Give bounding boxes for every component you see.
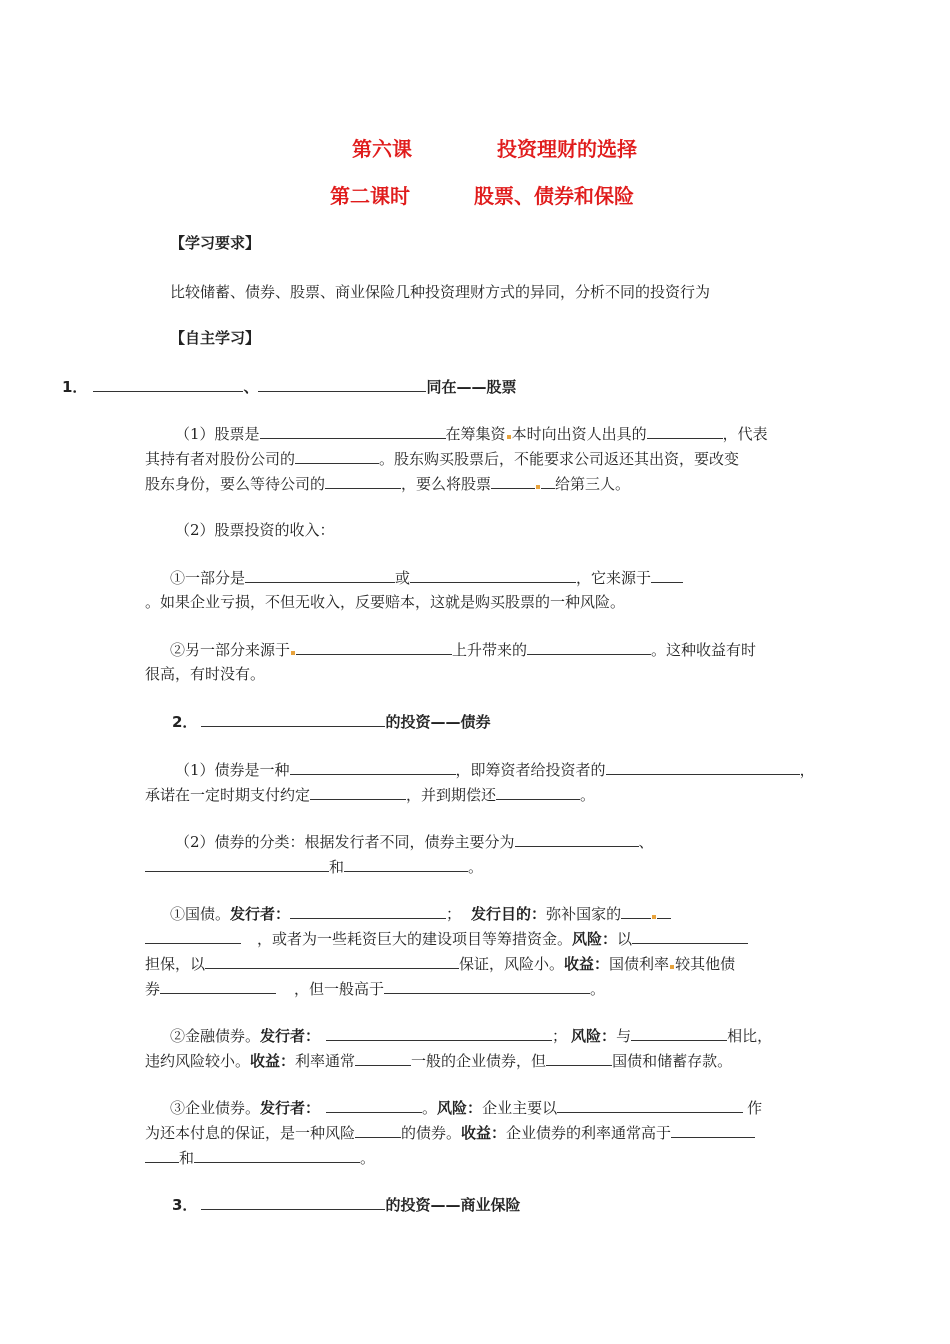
text: 。股东购买股票后，不能要求公司返还其出资，要改变 xyxy=(379,450,740,468)
requirements-heading: 【学习要求】 xyxy=(170,234,261,252)
section-2-heading xyxy=(172,711,490,732)
blank[interactable] xyxy=(541,473,555,489)
blank[interactable] xyxy=(145,928,241,944)
text: 券 xyxy=(145,980,161,998)
text: ； xyxy=(552,1027,568,1045)
blank[interactable] xyxy=(410,567,576,583)
text: 作 xyxy=(747,1099,763,1117)
section-1-number: 1． xyxy=(62,378,88,396)
label-income: 收益： xyxy=(250,1052,296,1070)
s2-p4-line2 xyxy=(145,1050,732,1071)
requirements-text: 比较储蓄、债券、股票、商业保险几种投资理财方式的异同，分析不同的投资行为 xyxy=(170,283,711,301)
blank[interactable] xyxy=(205,953,459,969)
blank[interactable] xyxy=(515,831,639,847)
lesson-title-topic: 投资理财的选择 xyxy=(497,137,637,161)
text: 。这种收益有时 xyxy=(651,641,757,659)
text: ③企业债券。 xyxy=(170,1099,261,1117)
s1-p1-line2 xyxy=(145,448,739,469)
text: 和 xyxy=(329,858,345,876)
blank[interactable] xyxy=(145,856,329,872)
text: 。 xyxy=(468,858,484,876)
separator: 、 xyxy=(243,378,259,396)
text: 给第三人。 xyxy=(555,475,631,493)
text: 。 xyxy=(422,1099,438,1117)
text: ②另一部分来源于 xyxy=(170,641,291,659)
lesson-title-number: 第六课 xyxy=(352,137,412,161)
blank[interactable] xyxy=(527,639,651,655)
blank[interactable] xyxy=(557,1097,743,1113)
label-risk: 风险： xyxy=(572,930,618,948)
text: 或 xyxy=(395,569,411,587)
blank[interactable] xyxy=(245,567,395,583)
blank[interactable] xyxy=(296,639,452,655)
s2-p1-line1 xyxy=(175,759,815,780)
text: 担保，以 xyxy=(145,955,206,973)
text: 企业债券的利率通常高于 xyxy=(506,1124,672,1142)
text: ，或者为一些耗资巨大的建设项目等筹措资金。 xyxy=(257,930,573,948)
blank[interactable] xyxy=(93,376,243,392)
s2-p2-line1 xyxy=(175,831,654,852)
s2-p3-line2 xyxy=(145,928,748,949)
text: 的债券。 xyxy=(401,1124,462,1142)
label-income: 收益： xyxy=(564,955,610,973)
period-title-topic: 股票、债券和保险 xyxy=(474,184,634,208)
blank[interactable] xyxy=(671,1122,755,1138)
blank[interactable] xyxy=(657,903,671,919)
mark-dot xyxy=(536,485,540,489)
text: 股东身份，要么等待公司的 xyxy=(145,475,326,493)
self-study-heading: 【自主学习】 xyxy=(170,329,261,347)
label-risk: 风险： xyxy=(437,1099,483,1117)
text: （1）债券是一种 xyxy=(175,761,290,779)
s1-p3-line2: 。如果企业亏损，不但无收入，反要赔本，这就是购买股票的一种风险。 xyxy=(145,593,626,611)
text: 相比， xyxy=(727,1027,773,1045)
mark-dot xyxy=(507,435,511,439)
text: ，要么将股票 xyxy=(401,475,492,493)
blank[interactable] xyxy=(160,978,276,994)
blank[interactable] xyxy=(606,759,800,775)
text: ①国债。 xyxy=(170,905,231,923)
text: 较其他债 xyxy=(675,955,736,973)
text: 保证，风险小。 xyxy=(459,955,565,973)
text: ②金融债券。 xyxy=(170,1027,261,1045)
section-2-number: 2． xyxy=(172,713,198,731)
text: ，代表 xyxy=(722,425,768,443)
text: ； xyxy=(446,905,462,923)
section-1-heading xyxy=(62,376,516,397)
s2-p5-line3 xyxy=(145,1147,375,1168)
label-risk: 风险： xyxy=(571,1027,617,1045)
blank[interactable] xyxy=(310,784,406,800)
blank[interactable] xyxy=(647,423,723,439)
blank[interactable] xyxy=(632,928,748,944)
text: 国债利率 xyxy=(609,955,670,973)
blank[interactable] xyxy=(326,1097,422,1113)
blank[interactable] xyxy=(325,473,401,489)
blank[interactable] xyxy=(651,567,683,583)
s2-p3-line4 xyxy=(145,978,605,999)
s1-p1-line1 xyxy=(175,423,768,444)
text: 与 xyxy=(616,1027,632,1045)
section-3-tail: 的投资——商业保险 xyxy=(385,1196,521,1214)
s2-p5-line1 xyxy=(170,1097,762,1118)
blank[interactable] xyxy=(631,1025,727,1041)
text: 承诺在一定时期支付约定 xyxy=(145,786,311,804)
blank[interactable] xyxy=(201,1194,385,1210)
blank[interactable] xyxy=(295,448,379,464)
blank[interactable] xyxy=(355,1122,401,1138)
text: 违约风险较小。 xyxy=(145,1052,251,1070)
text: 国债和储蓄存款。 xyxy=(612,1052,733,1070)
blank[interactable] xyxy=(355,1050,411,1066)
text: ， xyxy=(799,761,815,779)
s2-p3-line3 xyxy=(145,953,735,974)
text: 利率通常 xyxy=(295,1052,356,1070)
period-title-number: 第二课时 xyxy=(330,184,410,208)
blank[interactable] xyxy=(194,1147,360,1163)
text: 弥补国家的 xyxy=(546,905,622,923)
text: ，即筹资者给投资者的 xyxy=(455,761,606,779)
blank[interactable] xyxy=(496,784,580,800)
text: 在筹集资 xyxy=(445,425,506,443)
mark-dot xyxy=(652,915,656,919)
label-income: 收益： xyxy=(461,1124,507,1142)
section-1-tail: 同在——股票 xyxy=(426,378,517,396)
blank[interactable] xyxy=(145,1147,179,1163)
text: 本时向出资人出具的 xyxy=(511,425,647,443)
s2-p1-line2 xyxy=(145,784,595,805)
text: ，它来源于 xyxy=(576,569,652,587)
text: （1）股票是 xyxy=(175,425,260,443)
s1-p4-line2: 很高，有时没有。 xyxy=(145,665,266,683)
text: 。 xyxy=(590,980,606,998)
s1-p3-line1 xyxy=(170,567,683,588)
blank[interactable] xyxy=(326,1025,552,1041)
mark-dot xyxy=(670,965,674,969)
s2-p4-line1 xyxy=(170,1025,772,1046)
blank[interactable] xyxy=(491,473,535,489)
s2-p5-line2 xyxy=(145,1122,755,1143)
label-issuer: 发行者： xyxy=(230,905,291,923)
s1-p4-line1 xyxy=(170,639,756,660)
text: 上升带来的 xyxy=(452,641,528,659)
section-2-tail: 的投资——债券 xyxy=(385,713,491,731)
s2-p3-line1 xyxy=(170,903,671,924)
text: 。 xyxy=(580,786,596,804)
text: 其持有者对股份公司的 xyxy=(145,450,296,468)
section-3-heading xyxy=(172,1194,520,1215)
blank[interactable] xyxy=(621,903,651,919)
text: 为还本付息的保证，是一种风险 xyxy=(145,1124,356,1142)
text: 企业主要以 xyxy=(482,1099,558,1117)
blank[interactable] xyxy=(344,856,468,872)
text: 和 xyxy=(179,1149,195,1167)
text: ，但一般高于 xyxy=(294,980,385,998)
blank[interactable] xyxy=(201,711,385,727)
blank[interactable] xyxy=(384,978,590,994)
text: ，并到期偿还 xyxy=(406,786,497,804)
text: 一般的企业债券，但 xyxy=(411,1052,547,1070)
s2-p2-line2 xyxy=(145,856,483,877)
text: ①一部分是 xyxy=(170,569,246,587)
s1-p1-line3 xyxy=(145,473,630,494)
text: 、 xyxy=(638,833,654,851)
label-issuer: 发行者： xyxy=(260,1099,321,1117)
blank[interactable] xyxy=(546,1050,612,1066)
section-3-number: 3． xyxy=(172,1196,198,1214)
blank[interactable] xyxy=(258,376,426,392)
blank[interactable] xyxy=(260,423,446,439)
text: 。 xyxy=(360,1149,376,1167)
mark-dot xyxy=(291,651,295,655)
text: （2）债券的分类：根据发行者不同，债券主要分为 xyxy=(175,833,515,851)
label-issuer: 发行者： xyxy=(260,1027,321,1045)
label-purpose: 发行目的： xyxy=(471,905,547,923)
blank[interactable] xyxy=(290,903,446,919)
s1-p2: （2）股票投资的收入： xyxy=(175,521,335,539)
text: 以 xyxy=(617,930,633,948)
blank[interactable] xyxy=(290,759,456,775)
